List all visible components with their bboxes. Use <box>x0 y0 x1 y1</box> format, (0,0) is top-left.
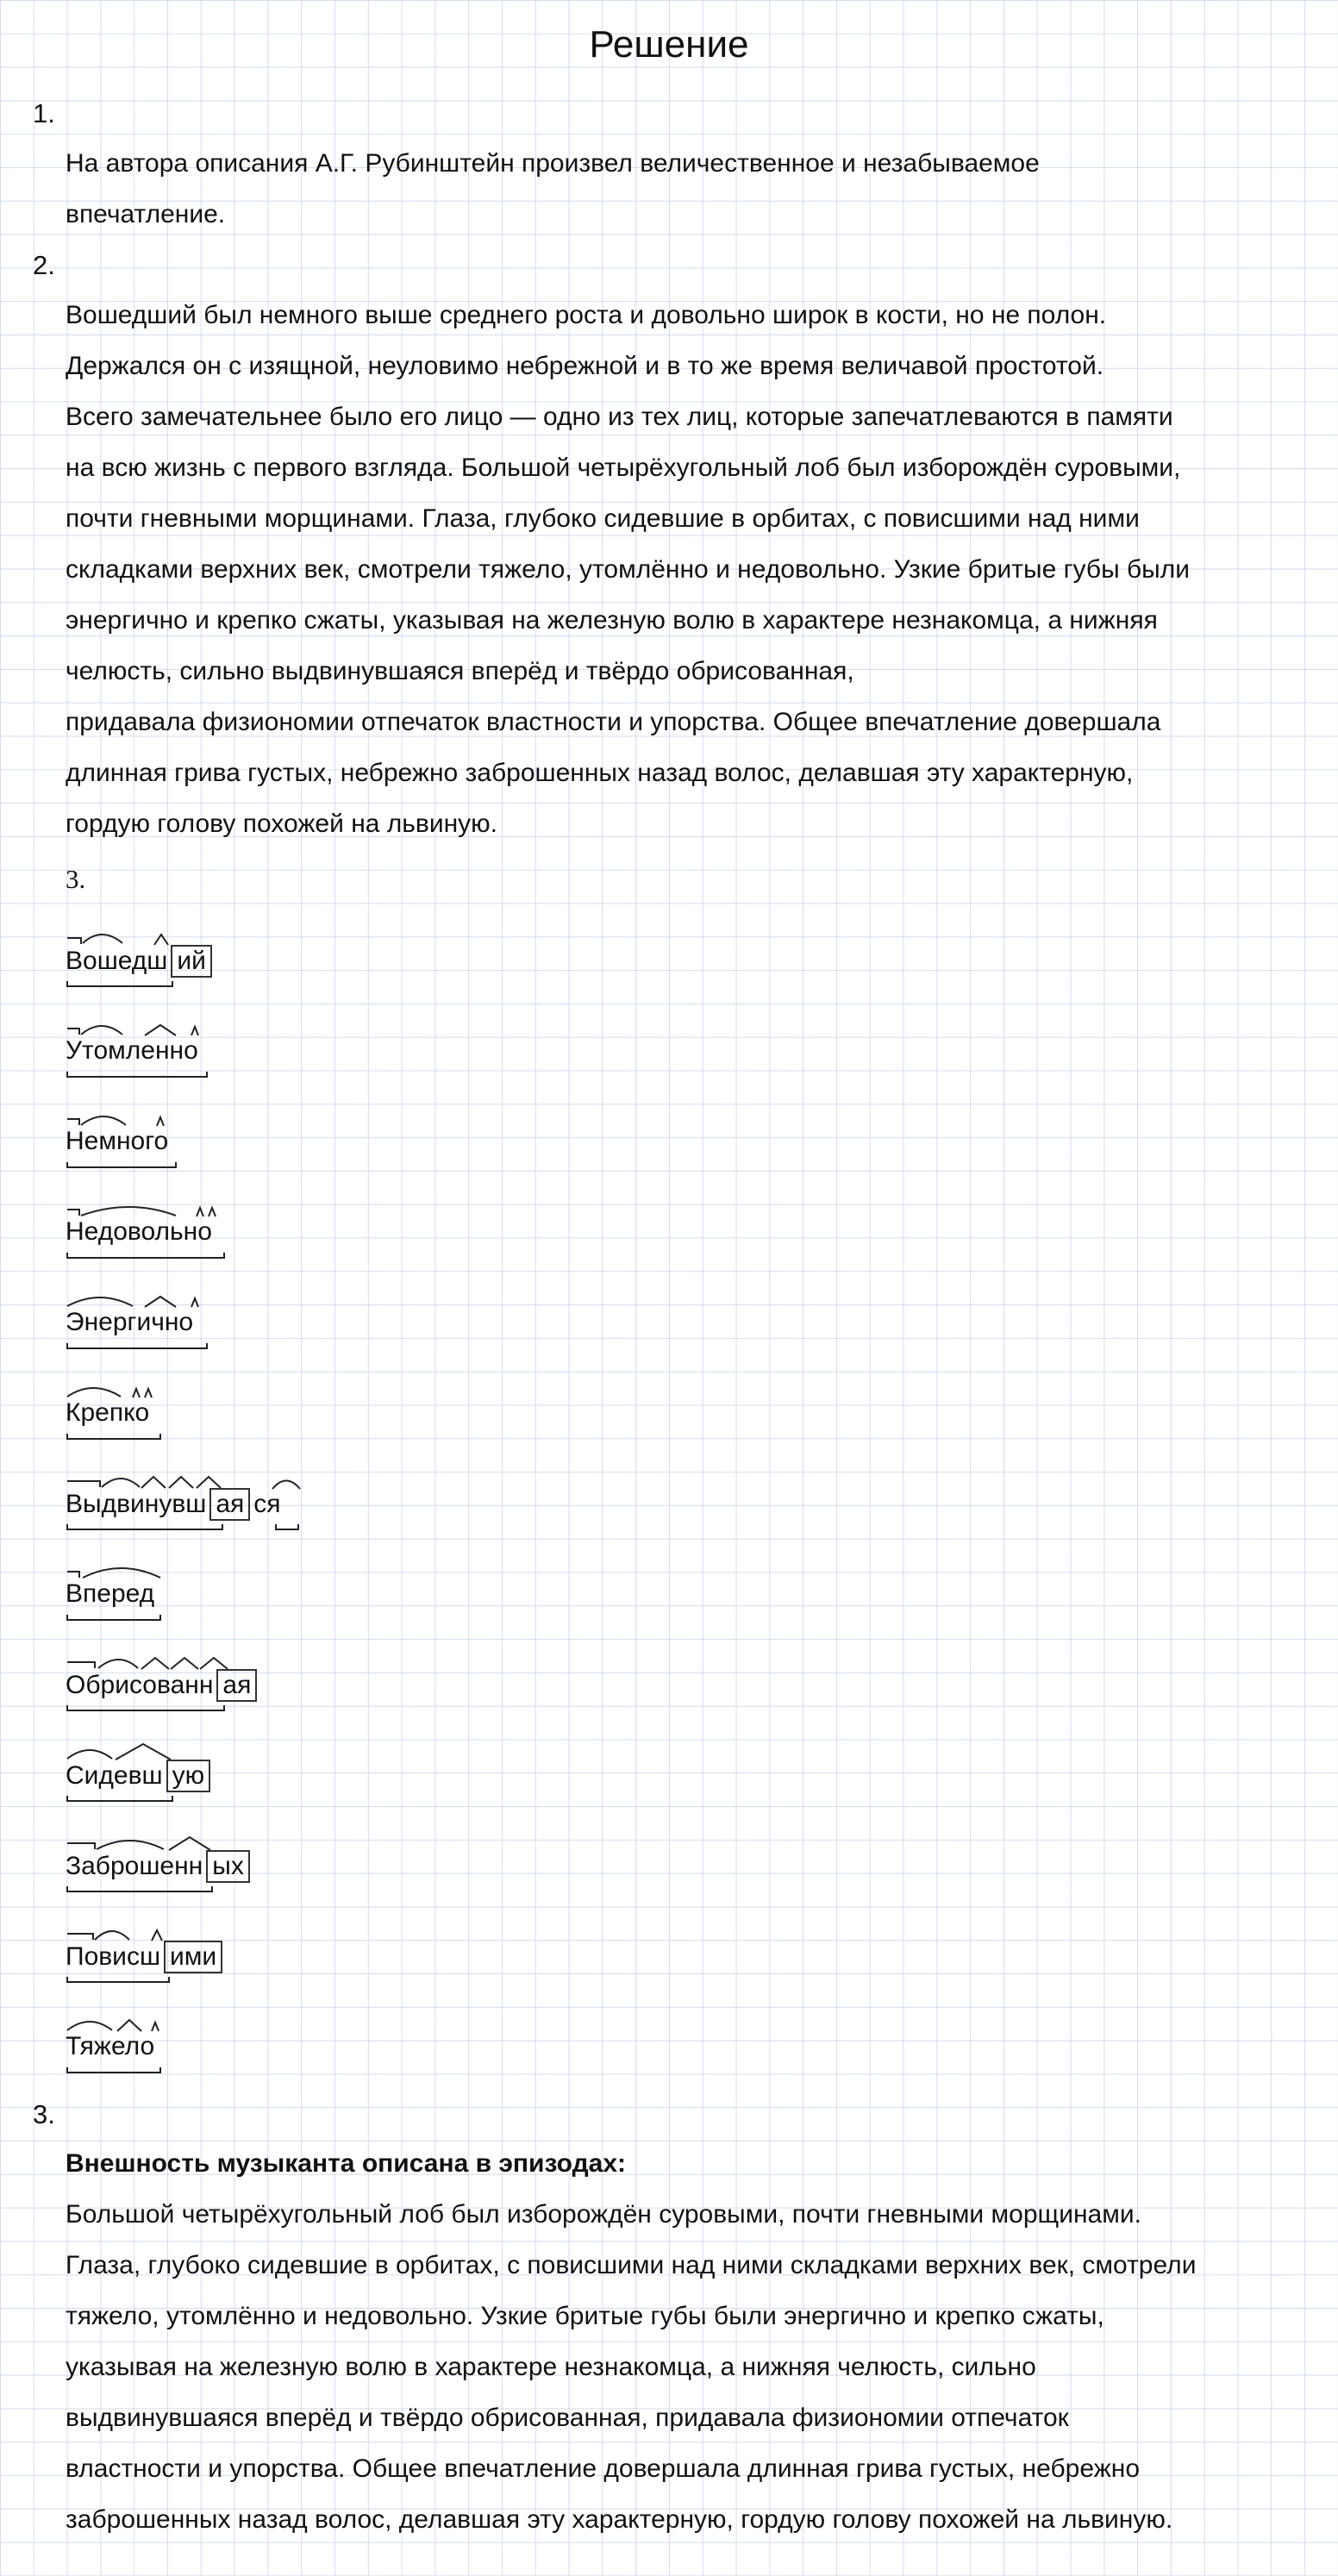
word-stem: Недовольно <box>66 1217 212 1246</box>
root-arc <box>81 1026 122 1035</box>
word-stem: Выдвинувш <box>66 1490 207 1518</box>
text-line: На автора описания А.Г. Рубинштейн произвел величественное и незабываемое <box>66 149 1040 178</box>
text-line: придавала физиономии отпечаток властности и упорства. Общее впечатление довершала <box>66 708 1161 736</box>
suffix-mark <box>197 1208 203 1216</box>
suffix-mark <box>141 1477 166 1488</box>
word-ending: ий <box>171 945 212 978</box>
word-ending: ими <box>164 1941 222 1973</box>
text-line: гордую голову похожей на львиную. <box>66 810 498 838</box>
text-line: Большой четырёхугольный лоб был изборождён суровыми, почти гневными морщинами. <box>66 2200 1141 2229</box>
word-stem: Повисш <box>66 1942 161 1971</box>
stem-bracket <box>67 1253 224 1258</box>
suffix-mark <box>171 1658 198 1669</box>
word-stem: Тяжело <box>66 2032 155 2060</box>
prefix-mark <box>67 1934 93 1940</box>
suffix-mark <box>117 2020 141 2031</box>
suffix-mark <box>145 1389 152 1397</box>
stem-bracket <box>67 1524 222 1529</box>
suffix-mark <box>154 935 168 945</box>
text-line: энергично и крепко сжаты, указывая на железную волю в характере незнакомца, а нижняя <box>66 606 1158 635</box>
text-line: челюсть, сильно выдвинувшаяся вперёд и твёрдо обрисованная, <box>66 657 854 685</box>
stem-bracket <box>67 1434 160 1439</box>
postfix-arc <box>272 1481 300 1490</box>
word-stem: Энергично <box>66 1308 194 1336</box>
suffix-mark <box>209 1208 216 1216</box>
prefix-mark <box>67 1843 95 1849</box>
page-title: Решение <box>589 23 749 66</box>
stem-bracket <box>67 1705 224 1710</box>
root-arc <box>95 1931 129 1940</box>
suffix-mark <box>169 1837 210 1850</box>
suffix-mark <box>152 1930 162 1941</box>
suffix-mark <box>157 1117 164 1126</box>
text-line: заброшенных назад волос, делавшая эту характерную, гордую голову похожей на львиную. <box>66 2505 1173 2534</box>
word-ending: ая <box>209 1488 250 1521</box>
text-line: длинная грива густых, небрежно заброшенных назад волос, делавшая эту характерную, <box>66 759 1134 787</box>
suffix-mark <box>200 1658 228 1669</box>
root-arc <box>83 1568 160 1578</box>
suffix-mark <box>197 1477 221 1488</box>
section-1-number: 1. <box>33 98 55 128</box>
text-line: Вошедший был немного выше среднего роста и довольно широк в кости, но не полон. <box>66 301 1107 329</box>
stem-bracket <box>67 1886 212 1891</box>
section-3-parse-number: 3. <box>66 864 86 894</box>
root-arc <box>67 1297 133 1306</box>
text-line: Держался он с изящной, неуловимо небрежной и в то же время величавой простотой. <box>66 352 1104 380</box>
section-3-text <box>66 2138 1196 2545</box>
prefix-mark <box>67 938 81 944</box>
word-ending: ую <box>166 1760 211 1792</box>
section-3-number: 3. <box>33 2099 55 2129</box>
stem-bracket <box>67 1343 207 1348</box>
postfix-bracket <box>276 1524 298 1529</box>
word-stem: Крепко <box>66 1398 150 1427</box>
root-arc <box>97 1841 164 1849</box>
stem-bracket <box>67 1162 176 1167</box>
root-arc <box>67 1388 121 1397</box>
text-line: почти гневными морщинами. Глаза, глубоко сидевшие в орбитах, с повисшими над ними <box>66 504 1140 533</box>
root-arc <box>81 1116 126 1125</box>
word-stem: Вошедш <box>66 947 168 975</box>
suffix-mark <box>191 1298 198 1307</box>
suffix-mark <box>191 1027 198 1035</box>
word-ending: ая <box>216 1669 257 1702</box>
suffix-mark <box>145 1025 176 1035</box>
text-line: тяжело, утомлённо и недовольно. Узкие бритые губы были энергично и крепко сжаты, <box>66 2302 1104 2330</box>
text-line: на всю жизнь с первого взгляда. Большой четырёхугольный лоб был изборождён суровыми, <box>66 453 1181 482</box>
text-line: складками верхних век, смотрели тяжело, утомлённо и недовольно. Узкие бритые губы были <box>66 555 1190 584</box>
stem-bracket <box>67 1977 169 1982</box>
suffix-mark <box>169 1477 193 1488</box>
root-arc <box>83 935 122 943</box>
word-stem: Немного <box>66 1127 169 1155</box>
word-postfix: ся <box>253 1490 281 1518</box>
word-stem: Сидевш <box>66 1761 163 1790</box>
root-arc <box>102 1479 140 1487</box>
word-stem: Обрисованн <box>66 1671 214 1699</box>
root-arc <box>67 1750 112 1759</box>
root-arc <box>98 1660 138 1668</box>
text-line: выдвинувшаяся вперёд и твёрдо обрисованная, придавала физиономии отпечаток <box>66 2404 1069 2432</box>
prefix-mark <box>67 1662 95 1668</box>
prefix-mark <box>67 1572 79 1578</box>
suffix-mark <box>116 1744 171 1760</box>
section-2-number: 2. <box>33 250 55 280</box>
prefix-mark <box>67 1481 100 1487</box>
root-arc <box>81 1207 176 1216</box>
word-stem: Утомленно <box>66 1036 198 1065</box>
suffix-mark <box>145 1297 176 1307</box>
stem-bracket <box>67 2067 160 2073</box>
suffix-mark <box>133 1389 140 1397</box>
prefix-mark <box>67 1029 79 1035</box>
section-heading: Внешность музыканта описана в эпизодах: <box>66 2149 626 2178</box>
prefix-mark <box>67 1210 79 1216</box>
text-line: указывая на железную волю в характере незнакомца, а нижняя челюсть, сильно <box>66 2353 1036 2381</box>
text-line: впечатление. <box>66 200 226 228</box>
text-line: властности и упорства. Общее впечатление довершала длинная грива густых, небрежно <box>66 2454 1141 2483</box>
suffix-mark <box>141 1658 169 1669</box>
word-ending: ых <box>206 1850 250 1883</box>
root-arc <box>67 2022 112 2030</box>
word-stem: Заброшенн <box>66 1852 203 1880</box>
stem-bracket <box>67 1796 172 1801</box>
text-line: Всего замечательнее было его лицо — одно из тех лиц, которые запечатлеваются в памяти <box>66 403 1173 431</box>
prefix-mark <box>67 1119 79 1125</box>
word-stem: Вперед <box>66 1579 155 1608</box>
stem-bracket <box>67 1615 160 1620</box>
stem-bracket <box>67 1072 207 1077</box>
stem-bracket <box>67 981 172 986</box>
text-line: Глаза, глубоко сидевшие в орбитах, с повисшими над ними складками верхних век, смотрели <box>66 2251 1197 2279</box>
suffix-mark <box>152 2023 159 2031</box>
